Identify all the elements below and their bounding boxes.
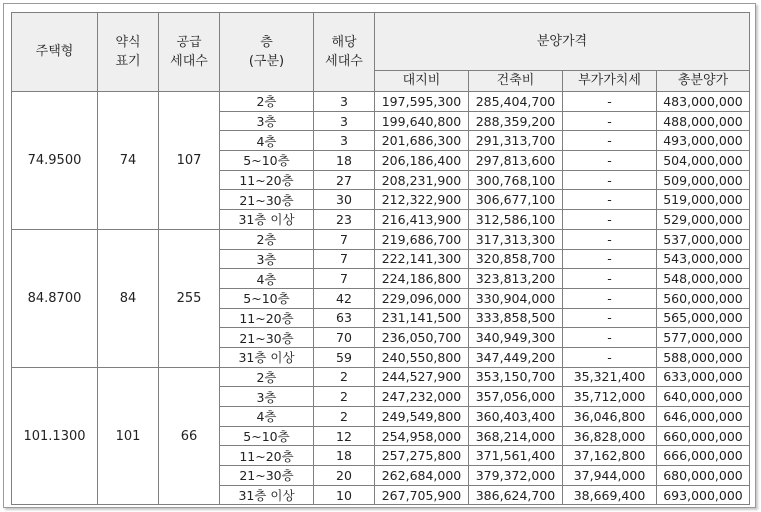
table-body — [12, 92, 750, 505]
price-table — [11, 12, 750, 505]
cell-building: 371,561,400 — [469, 446, 563, 466]
cell-total: 640,000,000 — [657, 387, 750, 407]
cell-land: 208,231,900 — [375, 170, 469, 190]
cell-count: 2 — [314, 367, 375, 387]
cell-land: 249,549,800 — [375, 407, 469, 427]
cell-total: 588,000,000 — [657, 347, 750, 367]
header-count-line2: 세대수 — [325, 54, 363, 69]
cell-total: 565,000,000 — [657, 308, 750, 328]
cell-units: 107 — [159, 92, 220, 230]
cell-land: 244,527,900 — [375, 367, 469, 387]
cell-floor: 2층 — [220, 229, 314, 249]
cell-total: 509,000,000 — [657, 170, 750, 190]
cell-total: 633,000,000 — [657, 367, 750, 387]
table-row — [12, 367, 750, 387]
cell-vat: 37,944,000 — [563, 466, 657, 486]
cell-total: 483,000,000 — [657, 92, 750, 112]
cell-building: 320,858,700 — [469, 249, 563, 269]
cell-floor: 11~20층 — [220, 308, 314, 328]
cell-count: 2 — [314, 387, 375, 407]
cell-building: 368,214,000 — [469, 426, 563, 446]
cell-count: 23 — [314, 210, 375, 230]
cell-building: 288,359,200 — [469, 111, 563, 131]
header-units-line2: 세대수 — [170, 54, 208, 69]
cell-total: 660,000,000 — [657, 426, 750, 446]
cell-building: 285,404,700 — [469, 92, 563, 112]
cell-type: 74.9500 — [12, 92, 98, 230]
cell-floor: 31층 이상 — [220, 347, 314, 367]
cell-floor: 4층 — [220, 407, 314, 427]
cell-vat: 37,162,800 — [563, 446, 657, 466]
cell-floor: 5~10층 — [220, 288, 314, 308]
cell-building: 300,768,100 — [469, 170, 563, 190]
cell-land: 206,186,400 — [375, 151, 469, 171]
cell-land: 247,232,000 — [375, 387, 469, 407]
cell-vat: - — [563, 92, 657, 112]
cell-building: 340,949,300 — [469, 328, 563, 348]
cell-floor: 3층 — [220, 249, 314, 269]
cell-total: 693,000,000 — [657, 485, 750, 505]
cell-vat: - — [563, 210, 657, 230]
cell-vat: - — [563, 347, 657, 367]
header-units — [159, 13, 220, 92]
cell-building: 330,904,000 — [469, 288, 563, 308]
cell-count: 2 — [314, 407, 375, 427]
cell-land: 222,141,300 — [375, 249, 469, 269]
cell-land: 257,275,800 — [375, 446, 469, 466]
header-count — [314, 13, 375, 92]
cell-total: 519,000,000 — [657, 190, 750, 210]
cell-vat: - — [563, 111, 657, 131]
header-type: 주택형 — [12, 13, 98, 92]
cell-land: 212,322,900 — [375, 190, 469, 210]
cell-land: 236,050,700 — [375, 328, 469, 348]
cell-building: 353,150,700 — [469, 367, 563, 387]
cell-vat: 38,669,400 — [563, 485, 657, 505]
cell-building: 357,056,000 — [469, 387, 563, 407]
cell-land: 199,640,800 — [375, 111, 469, 131]
cell-count: 3 — [314, 92, 375, 112]
cell-total: 504,000,000 — [657, 151, 750, 171]
cell-units: 255 — [159, 229, 220, 367]
cell-floor: 5~10층 — [220, 151, 314, 171]
header-land: 대지비 — [375, 71, 469, 92]
cell-land: 216,413,900 — [375, 210, 469, 230]
cell-abbr: 74 — [98, 92, 159, 230]
cell-count: 63 — [314, 308, 375, 328]
cell-floor: 31층 이상 — [220, 485, 314, 505]
cell-vat: - — [563, 131, 657, 151]
cell-land: 240,550,800 — [375, 347, 469, 367]
cell-building: 291,313,700 — [469, 131, 563, 151]
cell-land: 219,686,700 — [375, 229, 469, 249]
cell-count: 30 — [314, 190, 375, 210]
cell-floor: 5~10층 — [220, 426, 314, 446]
cell-count: 3 — [314, 131, 375, 151]
header-vat: 부가가치세 — [563, 71, 657, 92]
cell-vat: 35,712,000 — [563, 387, 657, 407]
header-building: 건축비 — [469, 71, 563, 92]
cell-vat: - — [563, 249, 657, 269]
cell-floor: 31층 이상 — [220, 210, 314, 230]
cell-count: 18 — [314, 446, 375, 466]
header-abbr-line1: 약식 — [115, 35, 141, 50]
cell-total: 560,000,000 — [657, 288, 750, 308]
cell-vat: - — [563, 328, 657, 348]
cell-floor: 3층 — [220, 111, 314, 131]
cell-building: 360,403,400 — [469, 407, 563, 427]
cell-vat: - — [563, 269, 657, 289]
cell-type: 84.8700 — [12, 229, 98, 367]
header-units-line1: 공급 — [176, 35, 202, 50]
cell-total: 493,000,000 — [657, 131, 750, 151]
header-floor-line2: (구분) — [248, 54, 285, 69]
cell-vat: - — [563, 151, 657, 171]
cell-total: 548,000,000 — [657, 269, 750, 289]
cell-count: 42 — [314, 288, 375, 308]
cell-building: 333,858,500 — [469, 308, 563, 328]
cell-vat: 36,828,000 — [563, 426, 657, 446]
cell-abbr: 84 — [98, 229, 159, 367]
cell-floor: 11~20층 — [220, 446, 314, 466]
table-header — [12, 13, 750, 92]
cell-count: 70 — [314, 328, 375, 348]
cell-count: 18 — [314, 151, 375, 171]
cell-vat: - — [563, 170, 657, 190]
cell-count: 59 — [314, 347, 375, 367]
cell-building: 386,624,700 — [469, 485, 563, 505]
header-abbr — [98, 13, 159, 92]
cell-building: 347,449,200 — [469, 347, 563, 367]
cell-count: 7 — [314, 229, 375, 249]
cell-building: 312,586,100 — [469, 210, 563, 230]
cell-land: 224,186,800 — [375, 269, 469, 289]
header-price: 분양가격 — [375, 13, 750, 71]
cell-floor: 4층 — [220, 269, 314, 289]
cell-vat: - — [563, 308, 657, 328]
cell-vat: - — [563, 288, 657, 308]
cell-count: 7 — [314, 269, 375, 289]
cell-count: 20 — [314, 466, 375, 486]
cell-land: 254,958,000 — [375, 426, 469, 446]
cell-building: 306,677,100 — [469, 190, 563, 210]
table-row — [12, 92, 750, 112]
cell-floor: 2층 — [220, 92, 314, 112]
cell-count: 12 — [314, 426, 375, 446]
header-count-line1: 해당 — [331, 35, 357, 50]
cell-land: 267,705,900 — [375, 485, 469, 505]
cell-type: 101.1300 — [12, 367, 98, 505]
document-frame — [3, 3, 756, 508]
cell-total: 529,000,000 — [657, 210, 750, 230]
cell-land: 201,686,300 — [375, 131, 469, 151]
header-total: 총분양가 — [657, 71, 750, 92]
cell-abbr: 101 — [98, 367, 159, 505]
cell-land: 197,595,300 — [375, 92, 469, 112]
cell-land: 231,141,500 — [375, 308, 469, 328]
cell-vat: 35,321,400 — [563, 367, 657, 387]
cell-floor: 21~30층 — [220, 190, 314, 210]
cell-vat: - — [563, 229, 657, 249]
cell-count: 7 — [314, 249, 375, 269]
cell-floor: 11~20층 — [220, 170, 314, 190]
cell-total: 488,000,000 — [657, 111, 750, 131]
cell-count: 3 — [314, 111, 375, 131]
cell-total: 543,000,000 — [657, 249, 750, 269]
cell-total: 577,000,000 — [657, 328, 750, 348]
header-floor-line1: 층 — [260, 35, 273, 50]
cell-building: 323,813,200 — [469, 269, 563, 289]
header-abbr-line2: 표기 — [115, 54, 141, 69]
cell-land: 262,684,000 — [375, 466, 469, 486]
cell-floor: 2층 — [220, 367, 314, 387]
cell-vat: - — [563, 190, 657, 210]
cell-total: 666,000,000 — [657, 446, 750, 466]
cell-total: 537,000,000 — [657, 229, 750, 249]
header-floor — [220, 13, 314, 92]
cell-total: 680,000,000 — [657, 466, 750, 486]
table-row — [12, 229, 750, 249]
cell-vat: 36,046,800 — [563, 407, 657, 427]
cell-count: 27 — [314, 170, 375, 190]
cell-floor: 21~30층 — [220, 466, 314, 486]
cell-land: 229,096,000 — [375, 288, 469, 308]
cell-total: 646,000,000 — [657, 407, 750, 427]
cell-building: 297,813,600 — [469, 151, 563, 171]
cell-floor: 3층 — [220, 387, 314, 407]
cell-building: 317,313,300 — [469, 229, 563, 249]
cell-units: 66 — [159, 367, 220, 505]
cell-floor: 4층 — [220, 131, 314, 151]
cell-count: 10 — [314, 485, 375, 505]
cell-building: 379,372,000 — [469, 466, 563, 486]
cell-floor: 21~30층 — [220, 328, 314, 348]
